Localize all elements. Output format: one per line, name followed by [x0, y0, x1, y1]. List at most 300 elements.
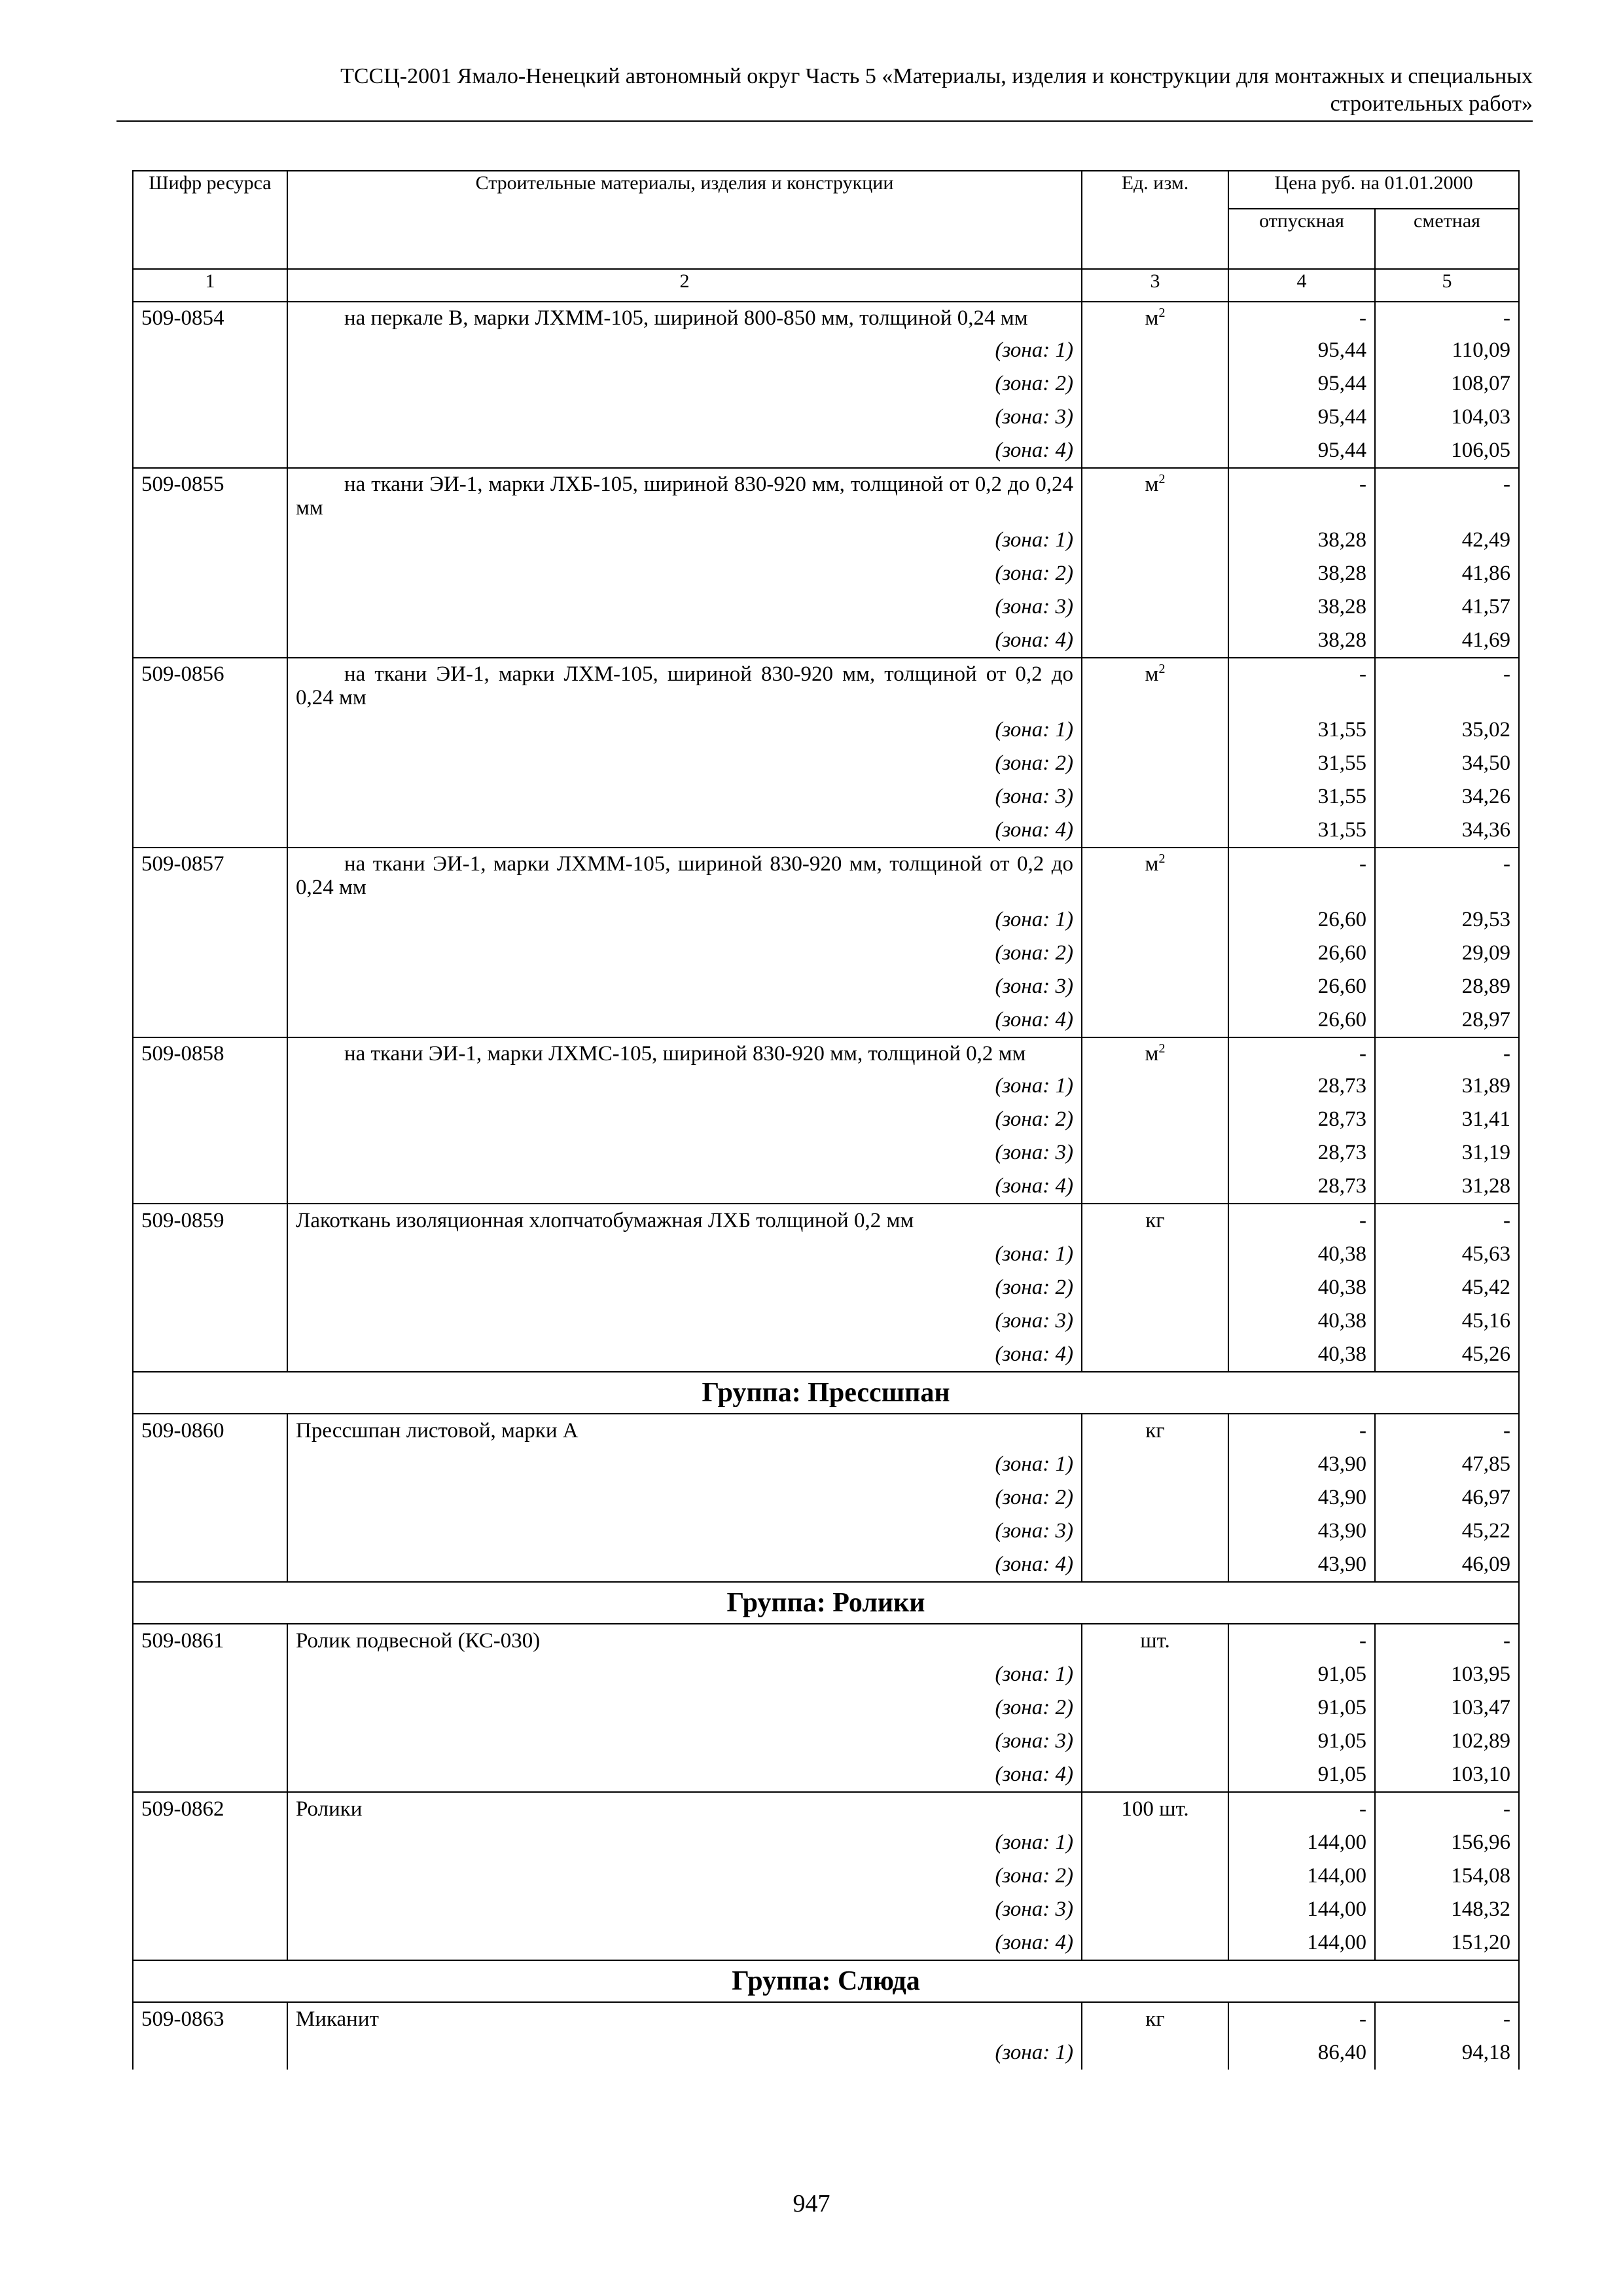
table-row: [133, 1204, 1519, 1238]
unit-empty: [1082, 557, 1228, 590]
unit-of-measure: [1082, 1792, 1228, 1826]
estimate-price: 108,07: [1375, 367, 1519, 401]
unit-empty: [1082, 434, 1228, 468]
zone-label: (зона: 4): [287, 434, 1082, 468]
estimate-price: 45,26: [1375, 1338, 1519, 1372]
resource-code-empty: [133, 1758, 287, 1792]
resource-code-empty: [133, 1448, 287, 1481]
table-row: [133, 1037, 1519, 1069]
zone-label: (зона: 1): [287, 903, 1082, 937]
estimate-price: 104,03: [1375, 401, 1519, 434]
zone-row: [133, 1136, 1519, 1170]
resource-code: 509-0860: [133, 1414, 287, 1448]
release-price: 26,60: [1228, 903, 1375, 937]
resource-code-empty: [133, 1481, 287, 1515]
release-price: 95,44: [1228, 367, 1375, 401]
zone-label: (зона: 3): [287, 1893, 1082, 1926]
header-line-2: строительных работ»: [1330, 92, 1533, 116]
estimate-price: 31,41: [1375, 1103, 1519, 1136]
release-price: 31,55: [1228, 713, 1375, 747]
zone-label: (зона: 2): [287, 1271, 1082, 1304]
release-price: 28,73: [1228, 1170, 1375, 1204]
resource-code-empty: [133, 1515, 287, 1548]
estimate-price: 45,42: [1375, 1271, 1519, 1304]
resource-code: 509-0859: [133, 1204, 287, 1238]
table-row: [133, 848, 1519, 903]
unit-text: шт.: [1140, 1629, 1170, 1653]
resource-name: [287, 1204, 1082, 1238]
unit-text: кг: [1145, 2007, 1165, 2031]
group-row: [133, 1582, 1519, 1624]
resource-code-empty: [133, 1238, 287, 1271]
header-name: Строительные материалы, изделия и конструкции: [287, 171, 1082, 269]
unit-empty: [1082, 1725, 1228, 1758]
estimate-price: 103,10: [1375, 1758, 1519, 1792]
zone-label: (зона: 2): [287, 747, 1082, 780]
unit-text: м: [1145, 662, 1159, 686]
zone-row: [133, 1515, 1519, 1548]
zone-row: [133, 970, 1519, 1003]
release-price: -: [1228, 658, 1375, 713]
resource-code: 509-0854: [133, 302, 287, 334]
zone-row: [133, 1893, 1519, 1926]
zone-label: (зона: 4): [287, 814, 1082, 848]
col-number: 5: [1375, 269, 1519, 302]
header-rule: [116, 120, 1533, 122]
unit-text: м: [1145, 473, 1159, 496]
estimate-price: 45,63: [1375, 1238, 1519, 1271]
resource-name: [287, 468, 1082, 524]
resource-name-text: на ткани ЭИ-1, марки ЛХБ-105, шириной 830-920 мм, толщиной от 0,2 до 0,24 мм: [296, 473, 1073, 520]
release-price: 43,90: [1228, 1548, 1375, 1582]
estimate-price: 148,32: [1375, 1893, 1519, 1926]
header-release: отпускная: [1228, 209, 1375, 269]
unit-empty: [1082, 1481, 1228, 1515]
resource-name-text: Миканит: [296, 2007, 379, 2031]
estimate-price: 47,85: [1375, 1448, 1519, 1481]
unit-empty: [1082, 1859, 1228, 1893]
estimate-price: -: [1375, 1414, 1519, 1448]
resource-code-empty: [133, 557, 287, 590]
zone-label: (зона: 3): [287, 1725, 1082, 1758]
resource-code-empty: [133, 1103, 287, 1136]
estimate-price: 151,20: [1375, 1926, 1519, 1960]
unit-empty: [1082, 334, 1228, 367]
zone-label: (зона: 4): [287, 1758, 1082, 1792]
zone-row: [133, 1758, 1519, 1792]
unit-empty: [1082, 1758, 1228, 1792]
unit-empty: [1082, 2036, 1228, 2070]
unit-empty: [1082, 713, 1228, 747]
unit-empty: [1082, 624, 1228, 658]
col-number: 1: [133, 269, 287, 302]
unit-empty: [1082, 1515, 1228, 1548]
estimate-price: -: [1375, 302, 1519, 334]
estimate-price: -: [1375, 658, 1519, 713]
table-body: [133, 302, 1519, 2070]
estimate-price: -: [1375, 1037, 1519, 1069]
estimate-price: 41,57: [1375, 590, 1519, 624]
resource-code-empty: [133, 1893, 287, 1926]
zone-row: [133, 1691, 1519, 1725]
estimate-price: 28,97: [1375, 1003, 1519, 1037]
release-price: 43,90: [1228, 1448, 1375, 1481]
zone-row: [133, 1003, 1519, 1037]
unit-empty: [1082, 1238, 1228, 1271]
release-price: 144,00: [1228, 1859, 1375, 1893]
release-price: 91,05: [1228, 1725, 1375, 1758]
resource-name-text: Ролик подвесной (КС-030): [296, 1629, 541, 1653]
estimate-price: 103,47: [1375, 1691, 1519, 1725]
unit-empty: [1082, 1136, 1228, 1170]
zone-label: (зона: 4): [287, 1170, 1082, 1204]
release-price: -: [1228, 1204, 1375, 1238]
zone-row: [133, 624, 1519, 658]
zone-row: [133, 1448, 1519, 1481]
zone-label: (зона: 3): [287, 780, 1082, 814]
estimate-price: -: [1375, 1792, 1519, 1826]
zone-label: (зона: 2): [287, 937, 1082, 970]
estimate-price: 29,53: [1375, 903, 1519, 937]
estimate-price: 102,89: [1375, 1725, 1519, 1758]
resource-code-empty: [133, 624, 287, 658]
release-price: -: [1228, 848, 1375, 903]
estimate-price: -: [1375, 848, 1519, 903]
unit-empty: [1082, 814, 1228, 848]
resource-name: [287, 658, 1082, 713]
zone-row: [133, 1271, 1519, 1304]
resource-code-empty: [133, 401, 287, 434]
estimate-price: 106,05: [1375, 434, 1519, 468]
release-price: -: [1228, 1037, 1375, 1069]
unit-empty: [1082, 1271, 1228, 1304]
unit-empty: [1082, 367, 1228, 401]
table-row: [133, 302, 1519, 334]
resource-code-empty: [133, 1069, 287, 1103]
resource-name-text: на ткани ЭИ-1, марки ЛХММ-105, шириной 830-920 мм, толщиной от 0,2 до 0,24 мм: [296, 852, 1073, 899]
resource-code: 509-0857: [133, 848, 287, 903]
resource-code: 509-0861: [133, 1624, 287, 1658]
col-number: 3: [1082, 269, 1228, 302]
zone-label: (зона: 2): [287, 367, 1082, 401]
estimate-price: 35,02: [1375, 713, 1519, 747]
table-row: [133, 1414, 1519, 1448]
zone-row: [133, 1103, 1519, 1136]
unit-empty: [1082, 1893, 1228, 1926]
zone-row: [133, 2036, 1519, 2070]
resource-code-empty: [133, 1859, 287, 1893]
estimate-price: 31,89: [1375, 1069, 1519, 1103]
zone-row: [133, 1069, 1519, 1103]
release-price: 95,44: [1228, 401, 1375, 434]
unit-of-measure: [1082, 658, 1228, 713]
zone-row: [133, 557, 1519, 590]
resource-code: 509-0862: [133, 1792, 287, 1826]
zone-row: [133, 1481, 1519, 1515]
zone-label: (зона: 1): [287, 713, 1082, 747]
resource-code: 509-0855: [133, 468, 287, 524]
estimate-price: -: [1375, 1624, 1519, 1658]
zone-label: (зона: 3): [287, 1136, 1082, 1170]
unit-empty: [1082, 747, 1228, 780]
header-estimate: сметная: [1375, 209, 1519, 269]
unit-text: м: [1145, 306, 1159, 330]
resource-name: [287, 1624, 1082, 1658]
resource-code-empty: [133, 524, 287, 557]
zone-row: [133, 434, 1519, 468]
unit-of-measure: [1082, 848, 1228, 903]
zone-row: [133, 937, 1519, 970]
unit-superscript: 2: [1158, 662, 1166, 676]
estimate-price: 46,97: [1375, 1481, 1519, 1515]
resource-code-empty: [133, 367, 287, 401]
estimate-price: -: [1375, 1204, 1519, 1238]
release-price: 31,55: [1228, 814, 1375, 848]
release-price: -: [1228, 1624, 1375, 1658]
unit-of-measure: [1082, 302, 1228, 334]
estimate-price: 31,19: [1375, 1136, 1519, 1170]
resource-code-empty: [133, 903, 287, 937]
zone-row: [133, 1304, 1519, 1338]
release-price: 38,28: [1228, 590, 1375, 624]
zone-label: (зона: 2): [287, 1103, 1082, 1136]
zone-label: (зона: 1): [287, 1826, 1082, 1859]
zone-row: [133, 1338, 1519, 1372]
release-price: 91,05: [1228, 1758, 1375, 1792]
zone-label: (зона: 1): [287, 1069, 1082, 1103]
unit-empty: [1082, 1691, 1228, 1725]
release-price: -: [1228, 302, 1375, 334]
zone-row: [133, 590, 1519, 624]
zone-label: (зона: 3): [287, 401, 1082, 434]
release-price: 91,05: [1228, 1691, 1375, 1725]
zone-label: (зона: 1): [287, 334, 1082, 367]
resource-name: [287, 302, 1082, 334]
estimate-price: 41,86: [1375, 557, 1519, 590]
resource-name: [287, 1414, 1082, 1448]
unit-of-measure: [1082, 2002, 1228, 2036]
resource-code-empty: [133, 1725, 287, 1758]
zone-row: [133, 814, 1519, 848]
unit-of-measure: [1082, 1037, 1228, 1069]
unit-empty: [1082, 1448, 1228, 1481]
estimate-price: 34,36: [1375, 814, 1519, 848]
resource-code-empty: [133, 713, 287, 747]
unit-empty: [1082, 1826, 1228, 1859]
zone-label: (зона: 1): [287, 1238, 1082, 1271]
release-price: 40,38: [1228, 1338, 1375, 1372]
estimate-price: -: [1375, 2002, 1519, 2036]
zone-label: (зона: 3): [287, 1515, 1082, 1548]
unit-empty: [1082, 1103, 1228, 1136]
estimate-price: -: [1375, 468, 1519, 524]
unit-empty: [1082, 590, 1228, 624]
resource-name-text: на перкале В, марки ЛХММ-105, шириной 800-850 мм, толщиной 0,24 мм: [344, 306, 1028, 330]
release-price: 38,28: [1228, 524, 1375, 557]
header-unit: Ед. изм.: [1082, 171, 1228, 269]
resource-code-empty: [133, 1170, 287, 1204]
zone-label: (зона: 4): [287, 1548, 1082, 1582]
unit-empty: [1082, 1658, 1228, 1691]
col-number: 4: [1228, 269, 1375, 302]
estimate-price: 31,28: [1375, 1170, 1519, 1204]
release-price: 28,73: [1228, 1136, 1375, 1170]
zone-label: (зона: 4): [287, 1338, 1082, 1372]
unit-empty: [1082, 401, 1228, 434]
resource-code-empty: [133, 2036, 287, 2070]
release-price: 95,44: [1228, 334, 1375, 367]
resource-name-text: Ролики: [296, 1797, 363, 1821]
unit-empty: [1082, 903, 1228, 937]
resource-code-empty: [133, 1271, 287, 1304]
release-price: -: [1228, 468, 1375, 524]
zone-row: [133, 1548, 1519, 1582]
resource-code-empty: [133, 780, 287, 814]
unit-of-measure: [1082, 468, 1228, 524]
unit-text: кг: [1145, 1209, 1165, 1232]
zone-label: (зона: 3): [287, 590, 1082, 624]
resource-code-empty: [133, 1338, 287, 1372]
zone-label: (зона: 4): [287, 624, 1082, 658]
zone-row: [133, 1826, 1519, 1859]
unit-text: кг: [1145, 1419, 1165, 1443]
zone-label: (зона: 1): [287, 524, 1082, 557]
table-row: [133, 468, 1519, 524]
header-code: Шифр ресурса: [133, 171, 287, 269]
unit-of-measure: [1082, 1204, 1228, 1238]
resource-name: [287, 1792, 1082, 1826]
resource-code-empty: [133, 814, 287, 848]
zone-row: [133, 524, 1519, 557]
zone-row: [133, 1859, 1519, 1893]
group-row: [133, 1960, 1519, 2002]
unit-superscript: 2: [1158, 1041, 1166, 1056]
resource-code: 509-0856: [133, 658, 287, 713]
resource-name: [287, 848, 1082, 903]
zone-label: (зона: 2): [287, 1691, 1082, 1725]
resource-code-empty: [133, 1826, 287, 1859]
page-header: [116, 63, 1533, 118]
zone-row: [133, 1725, 1519, 1758]
release-price: 26,60: [1228, 970, 1375, 1003]
estimate-price: 45,22: [1375, 1515, 1519, 1548]
estimate-price: 110,09: [1375, 334, 1519, 367]
unit-text: м: [1145, 852, 1159, 876]
resource-name: [287, 2002, 1082, 2036]
estimate-price: 45,16: [1375, 1304, 1519, 1338]
resource-code-empty: [133, 970, 287, 1003]
resource-code-empty: [133, 1926, 287, 1960]
resource-code-empty: [133, 1136, 287, 1170]
unit-empty: [1082, 1926, 1228, 1960]
col-number: 2: [287, 269, 1082, 302]
estimate-price: 94,18: [1375, 2036, 1519, 2070]
page-number: 947: [793, 2190, 830, 2217]
zone-row: [133, 1926, 1519, 1960]
zone-label: (зона: 4): [287, 1926, 1082, 1960]
resource-name-text: Лакоткань изоляционная хлопчатобумажная ЛХБ толщиной 0,2 мм: [296, 1209, 914, 1232]
estimate-price: 41,69: [1375, 624, 1519, 658]
table-row: [133, 1792, 1519, 1826]
zone-row: [133, 1170, 1519, 1204]
resource-code: 509-0863: [133, 2002, 287, 2036]
estimate-price: 34,50: [1375, 747, 1519, 780]
release-price: 31,55: [1228, 747, 1375, 780]
unit-empty: [1082, 937, 1228, 970]
zone-row: [133, 903, 1519, 937]
group-title: Группа: Слюда: [133, 1960, 1519, 2002]
unit-empty: [1082, 1304, 1228, 1338]
release-price: 38,28: [1228, 624, 1375, 658]
zone-label: (зона: 1): [287, 1658, 1082, 1691]
estimate-price: 28,89: [1375, 970, 1519, 1003]
release-price: 43,90: [1228, 1515, 1375, 1548]
zone-label: (зона: 2): [287, 1481, 1082, 1515]
release-price: 26,60: [1228, 937, 1375, 970]
resource-name-text: Прессшпан листовой, марки А: [296, 1419, 579, 1443]
estimate-price: 29,09: [1375, 937, 1519, 970]
group-row: [133, 1372, 1519, 1414]
resource-code-empty: [133, 1003, 287, 1037]
resource-code-empty: [133, 747, 287, 780]
estimate-price: 42,49: [1375, 524, 1519, 557]
resource-name-text: на ткани ЭИ-1, марки ЛХМ-105, шириной 830-920 мм, толщиной от 0,2 до 0,24 мм: [296, 662, 1073, 709]
resource-name-text: на ткани ЭИ-1, марки ЛХМС-105, шириной 830-920 мм, толщиной 0,2 мм: [344, 1042, 1026, 1066]
estimate-price: 34,26: [1375, 780, 1519, 814]
release-price: 31,55: [1228, 780, 1375, 814]
release-price: 144,00: [1228, 1826, 1375, 1859]
estimate-price: 46,09: [1375, 1548, 1519, 1582]
estimate-price: 103,95: [1375, 1658, 1519, 1691]
unit-empty: [1082, 780, 1228, 814]
zone-row: [133, 401, 1519, 434]
unit-empty: [1082, 1548, 1228, 1582]
resource-code-empty: [133, 1658, 287, 1691]
zone-row: [133, 780, 1519, 814]
unit-text: 100 шт.: [1121, 1797, 1189, 1821]
release-price: -: [1228, 2002, 1375, 2036]
zone-label: (зона: 4): [287, 1003, 1082, 1037]
resource-code-empty: [133, 434, 287, 468]
zone-label: (зона: 2): [287, 1859, 1082, 1893]
zone-label: (зона: 2): [287, 557, 1082, 590]
estimate-price: 156,96: [1375, 1826, 1519, 1859]
resource-code-empty: [133, 590, 287, 624]
unit-superscript: 2: [1158, 472, 1166, 486]
unit-empty: [1082, 1170, 1228, 1204]
unit-of-measure: [1082, 1624, 1228, 1658]
release-price: 38,28: [1228, 557, 1375, 590]
zone-row: [133, 1238, 1519, 1271]
header-line-1: ТССЦ-2001 Ямало-Ненецкий автономный округ Часть 5 «Материалы, изделия и конструкции для монтажных и специальных: [340, 64, 1533, 88]
release-price: 86,40: [1228, 2036, 1375, 2070]
unit-superscript: 2: [1158, 852, 1166, 866]
release-price: 40,38: [1228, 1304, 1375, 1338]
table-row: [133, 1624, 1519, 1658]
unit-empty: [1082, 970, 1228, 1003]
group-title: Группа: Прессшпан: [133, 1372, 1519, 1414]
resource-code: 509-0858: [133, 1037, 287, 1069]
release-price: 95,44: [1228, 434, 1375, 468]
release-price: 28,73: [1228, 1103, 1375, 1136]
table-row: [133, 2002, 1519, 2036]
unit-of-measure: [1082, 1414, 1228, 1448]
resource-code-empty: [133, 937, 287, 970]
zone-row: [133, 713, 1519, 747]
zone-row: [133, 367, 1519, 401]
release-price: 28,73: [1228, 1069, 1375, 1103]
release-price: 43,90: [1228, 1481, 1375, 1515]
